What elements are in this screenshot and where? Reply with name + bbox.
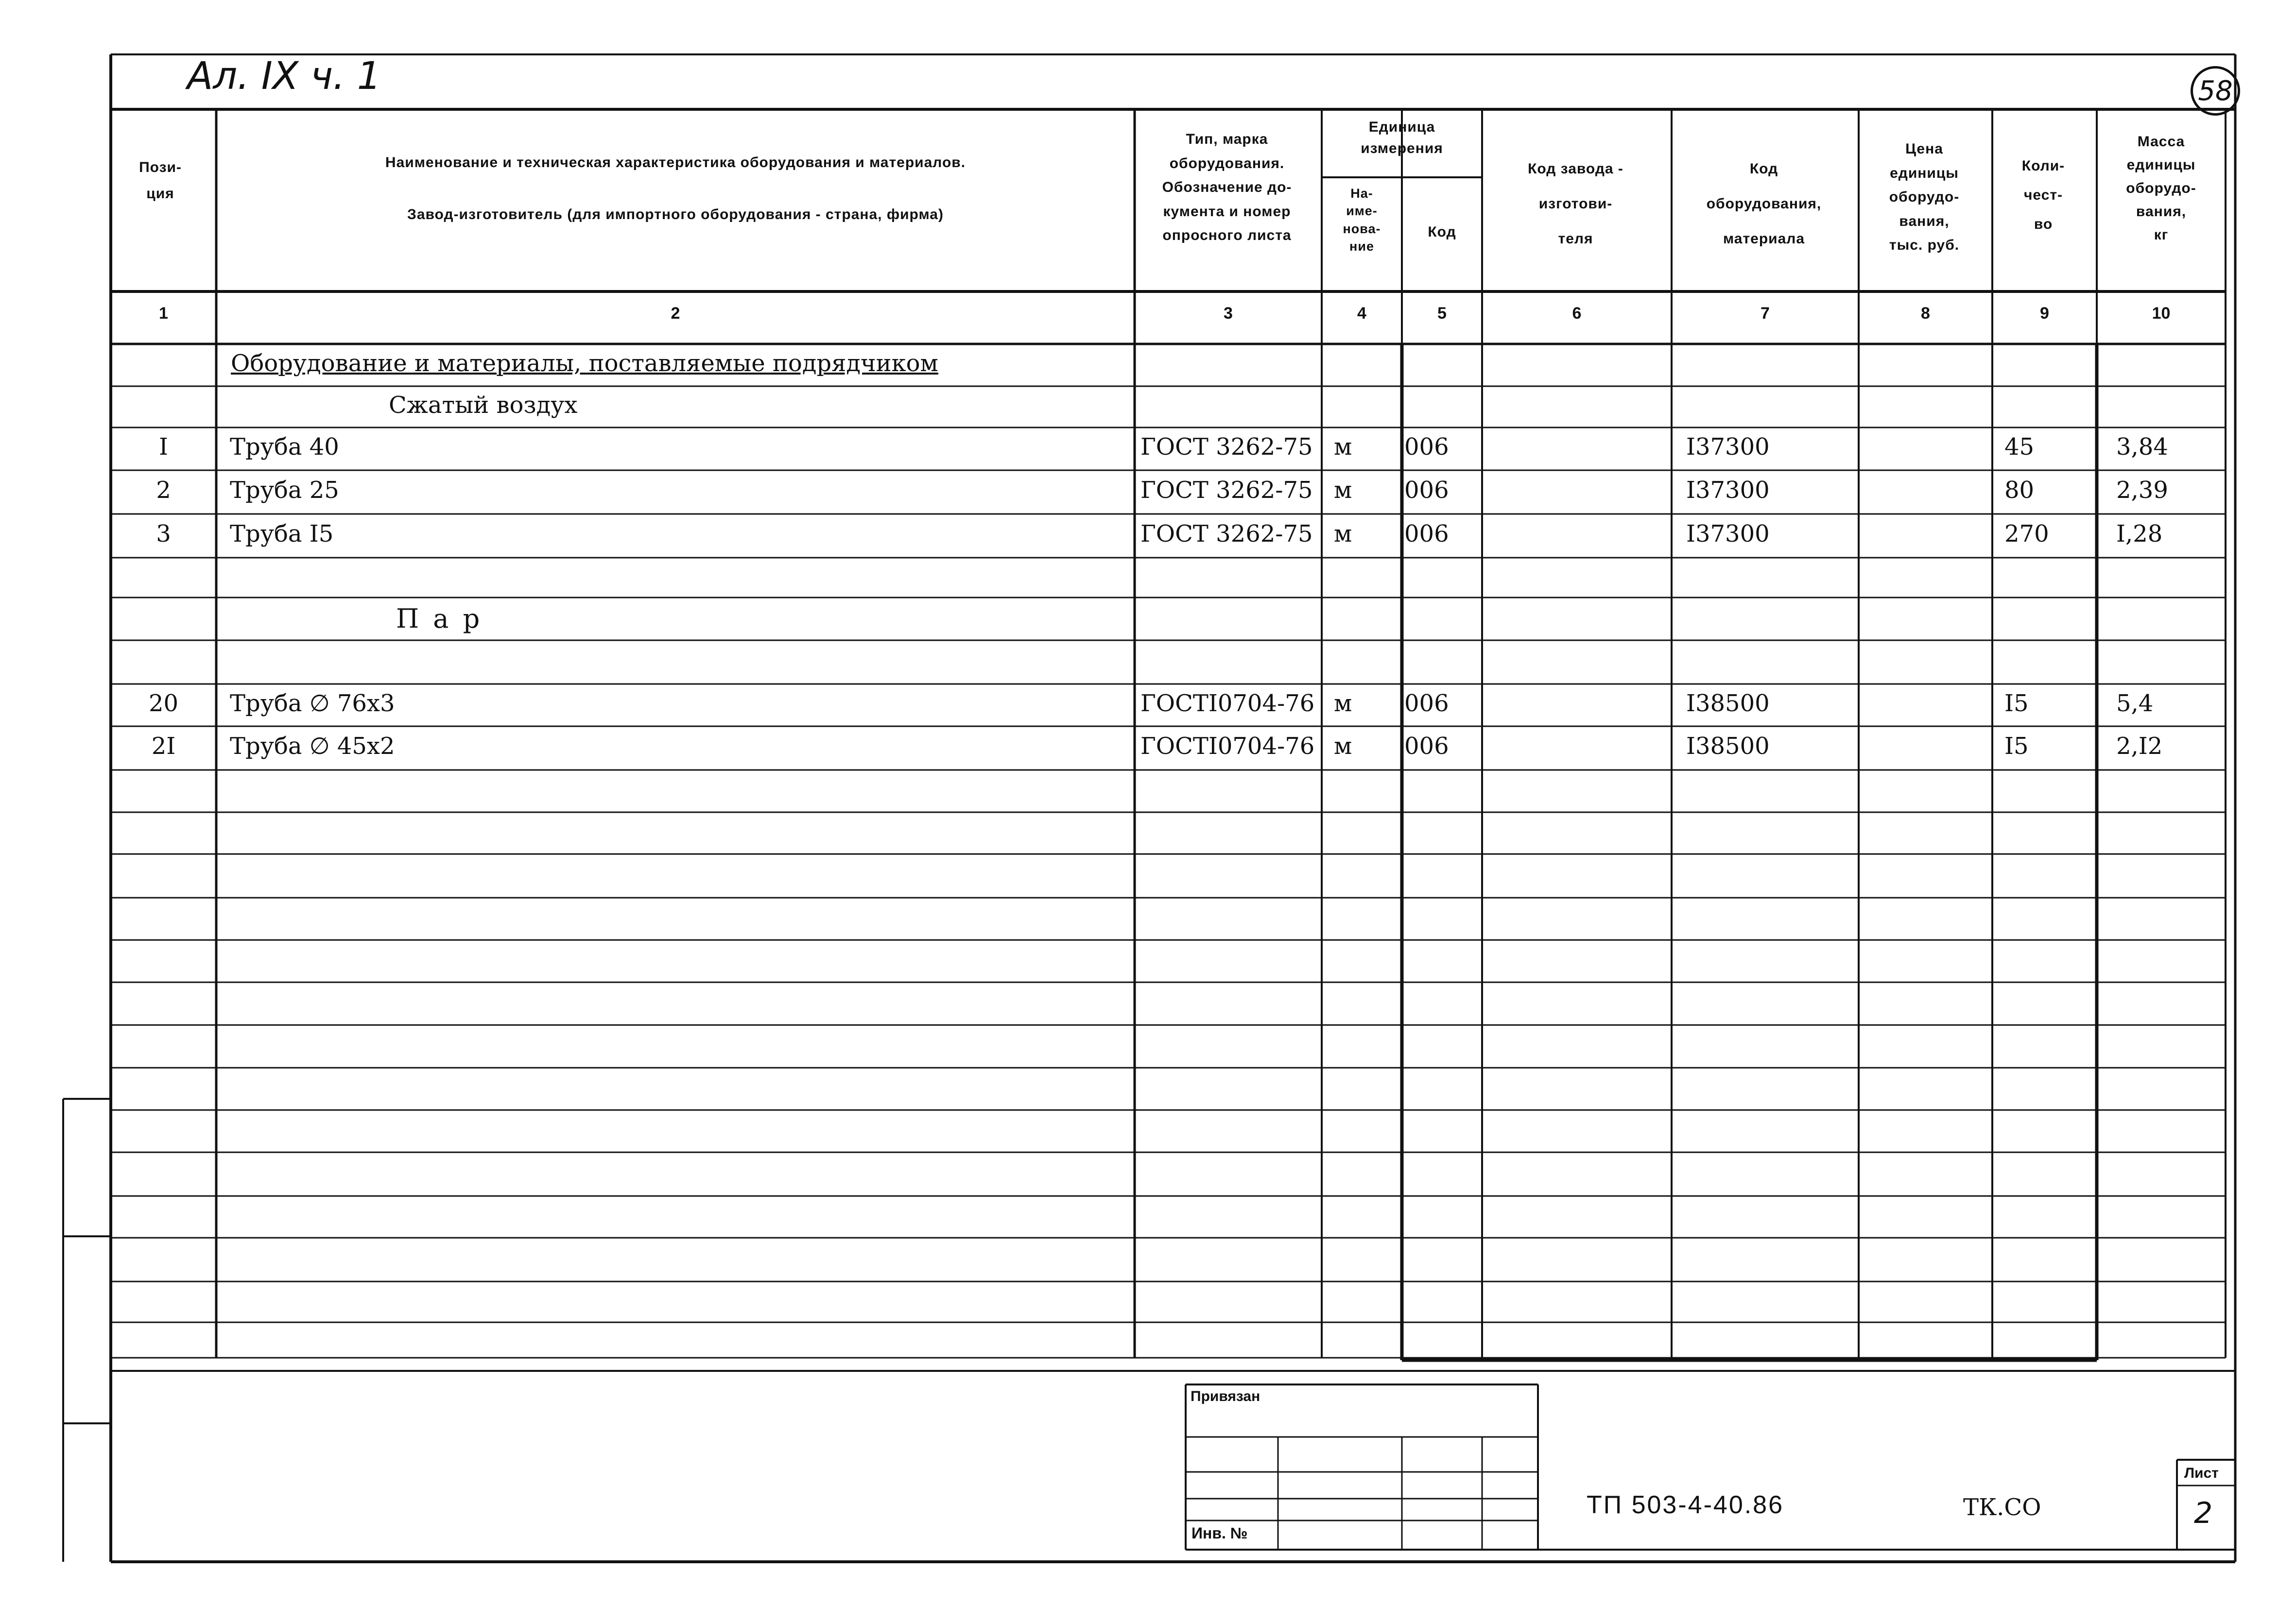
table-row xyxy=(0,684,2296,726)
cell-code: 006 xyxy=(1404,733,1449,760)
cell-unit: м xyxy=(1334,733,1352,760)
cell-type: ГОСТ 3262-75 xyxy=(1140,433,1313,461)
cell-type: ГОСТ 3262-75 xyxy=(1140,520,1313,547)
cell-unit: м xyxy=(1334,520,1352,547)
header-name-line1: Наименование и техническая характеристика оборудования и материалов. xyxy=(385,154,966,171)
header-name-line2: Завод-изготовитель (для импортного оборудования - страна, фирма) xyxy=(407,206,944,222)
page-number: 58 xyxy=(2198,75,2233,107)
cell-type: ГОСТI0704-76 xyxy=(1140,689,1315,717)
cell-code: 006 xyxy=(1404,433,1449,461)
column-number: 3 xyxy=(1224,304,1233,323)
cell-qty: I5 xyxy=(2004,733,2029,760)
cell-pos: I xyxy=(159,433,168,461)
cell-type: ГОСТI0704-76 xyxy=(1140,733,1315,760)
column-number: 2 xyxy=(671,304,680,323)
cell-mass: 2,I2 xyxy=(2116,733,2163,760)
header-unit-name: На- име- нова- ние xyxy=(1343,186,1381,254)
cell-code: 006 xyxy=(1404,477,1449,504)
sheet-label: Лист xyxy=(2184,1465,2219,1481)
header-mass: Масса единицы оборудо- вания, кг xyxy=(2126,134,2196,243)
cell-name: Труба 25 xyxy=(230,477,339,504)
column-number: 8 xyxy=(1921,304,1930,323)
column-number: 4 xyxy=(1357,304,1366,323)
cell-name: Сжатый воздух xyxy=(389,391,578,419)
cell-mass: 2,39 xyxy=(2116,477,2168,504)
table-row xyxy=(0,386,2296,427)
cell-qty: I5 xyxy=(2004,689,2029,717)
cell-mass: I,28 xyxy=(2116,520,2163,547)
cell-code: 006 xyxy=(1404,520,1449,547)
header-type: Тип, марка оборудования. Обозначение до- кумента и номер опросного листа xyxy=(1162,131,1292,243)
cell-equip: I37300 xyxy=(1686,477,1770,504)
cell-equip: I38500 xyxy=(1686,733,1770,760)
table-row xyxy=(0,558,2296,598)
document-code: ТП 503-4-40.86 xyxy=(1587,1491,1784,1519)
cell-name: П а р xyxy=(396,603,483,634)
cell-code: 006 xyxy=(1404,689,1449,717)
cell-mass: 3,84 xyxy=(2116,433,2168,461)
stamp-bound-label: Привязан xyxy=(1191,1388,1260,1404)
header-factory-code: Код завода - изготови- теля xyxy=(1528,161,1623,247)
header-quantity: Коли- чест- во xyxy=(2021,158,2065,232)
cell-name: Труба 40 xyxy=(230,433,339,461)
cell-pos: 2 xyxy=(156,477,171,504)
column-number: 5 xyxy=(1437,304,1447,323)
column-number: 10 xyxy=(2152,304,2171,323)
sheet-mark: Ал. IX ч. 1 xyxy=(187,54,381,98)
column-number: 7 xyxy=(1761,304,1770,323)
cell-pos: 2I xyxy=(151,733,176,760)
cell-qty: 45 xyxy=(2004,433,2035,461)
cell-name: Труба I5 xyxy=(230,520,334,547)
cell-equip: I38500 xyxy=(1686,689,1770,717)
cell-pos: 3 xyxy=(156,520,171,547)
header-equipment-code: Код оборудования, материала xyxy=(1706,161,1822,247)
cell-unit: м xyxy=(1334,689,1352,717)
header-price: Цена единицы оборудо- вания, тыс. руб. xyxy=(1889,141,1960,253)
column-number: 6 xyxy=(1572,304,1582,323)
table-row xyxy=(0,598,2296,640)
document-suffix: ТК.СО xyxy=(1963,1494,2041,1521)
cell-unit: м xyxy=(1334,477,1352,504)
stamp-inventory-label: Инв. № xyxy=(1191,1524,1248,1542)
cell-qty: 80 xyxy=(2004,477,2035,504)
table-row xyxy=(0,726,2296,770)
cell-name: Оборудование и материалы, поставляемые подрядчиком xyxy=(231,349,938,377)
cell-type: ГОСТ 3262-75 xyxy=(1140,477,1313,504)
cell-name: Труба ∅ 76х3 xyxy=(230,689,395,717)
cell-qty: 270 xyxy=(2004,520,2049,547)
table-row xyxy=(0,470,2296,514)
column-number: 9 xyxy=(2040,304,2049,323)
header-name xyxy=(219,152,1132,226)
cell-unit: м xyxy=(1334,433,1352,461)
cell-equip: I37300 xyxy=(1686,433,1770,461)
table-row xyxy=(0,344,2296,386)
table-row xyxy=(0,640,2296,684)
cell-mass: 5,4 xyxy=(2116,689,2154,717)
cell-pos: 20 xyxy=(148,689,179,717)
cell-equip: I37300 xyxy=(1686,520,1770,547)
table-row xyxy=(0,427,2296,470)
header-unit-code: Код xyxy=(1428,224,1456,240)
table-row xyxy=(0,514,2296,558)
header-unit: Единица измерения xyxy=(1361,119,1443,156)
header-position: Пози- ция xyxy=(139,159,182,202)
column-number: 1 xyxy=(159,304,168,323)
sheet-number: 2 xyxy=(2194,1496,2213,1530)
cell-name: Труба ∅ 45х2 xyxy=(230,733,395,760)
